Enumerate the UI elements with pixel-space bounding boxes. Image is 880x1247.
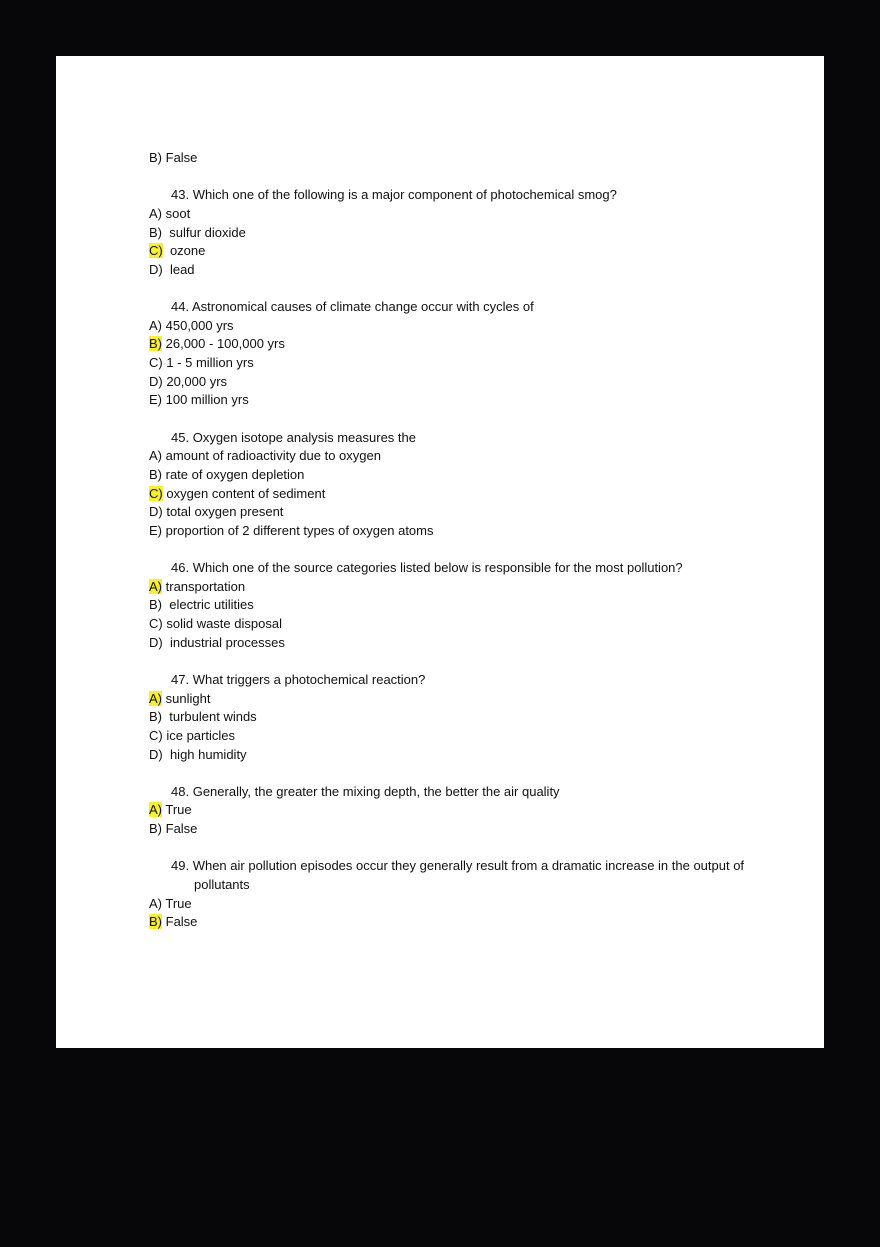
option-text: rate of oxygen depletion — [165, 466, 305, 482]
option-49-a — [149, 895, 789, 914]
option-47-c — [149, 727, 789, 746]
question-text: Astronomical causes of climate change occur with cycles of — [191, 299, 534, 315]
option-text: sulfur dioxide — [165, 224, 246, 240]
correct-answer-highlight: A) — [149, 578, 162, 594]
correct-answer-highlight: C) — [149, 243, 163, 259]
option-letter: C) — [149, 616, 163, 632]
question-48 — [149, 783, 789, 802]
question-49 — [149, 857, 789, 894]
option-45-c — [149, 485, 789, 504]
option-letter: A) — [149, 448, 162, 464]
option-text: ozone — [166, 243, 206, 259]
option-47-a — [149, 690, 789, 709]
option-letter: C) — [149, 355, 163, 371]
option-47-d — [149, 746, 789, 765]
option-letter: A) — [149, 317, 162, 333]
option-text: False — [165, 821, 198, 837]
option-text: False — [165, 150, 198, 165]
question-46 — [149, 559, 789, 578]
option-text: 20,000 yrs — [166, 373, 228, 389]
question-number: 46. — [171, 560, 190, 576]
question-number: 43. — [171, 187, 190, 203]
spacer — [149, 839, 789, 858]
option-letter: B) — [149, 709, 162, 725]
option-47-b — [149, 708, 789, 727]
option-text: lead — [166, 261, 195, 277]
option-text: oxygen content of sediment — [166, 485, 326, 501]
spacer — [149, 540, 789, 559]
option-letter: D) — [149, 634, 163, 650]
option-46-a — [149, 578, 789, 597]
spacer — [149, 652, 789, 671]
option-46-d — [149, 634, 789, 653]
question-45 — [149, 429, 789, 448]
option-text: True — [165, 802, 192, 818]
option-44-b — [149, 335, 789, 354]
option-44-e — [149, 391, 789, 410]
spacer — [149, 168, 789, 187]
option-49-b — [149, 913, 789, 932]
option-text: 1 - 5 million yrs — [166, 355, 254, 371]
option-43-d — [149, 261, 789, 280]
question-text: What triggers a photochemical reaction? — [192, 671, 426, 687]
option-text: True — [165, 895, 192, 911]
question-text: When air pollution episodes occur they generally result from a dramatic increase in the output of pollutants — [192, 858, 745, 892]
option-letter: B) — [149, 466, 162, 482]
option-44-c — [149, 354, 789, 373]
option-text: ice particles — [166, 727, 235, 743]
option-letter: B) — [149, 150, 162, 165]
question-47 — [149, 671, 789, 690]
quiz-content — [149, 149, 789, 932]
option-letter: A) — [149, 205, 162, 221]
option-letter: B) — [149, 597, 162, 613]
option-text: amount of radioactivity due to oxygen — [165, 448, 381, 464]
option-text: 450,000 yrs — [165, 317, 234, 333]
option-45-e — [149, 522, 789, 541]
option-letter: D) — [149, 746, 163, 762]
question-text: Oxygen isotope analysis measures the — [192, 429, 416, 445]
option-text: total oxygen present — [166, 504, 284, 520]
option-text: transportation — [165, 578, 246, 594]
option-44-a — [149, 317, 789, 336]
correct-answer-highlight: B) — [149, 914, 162, 930]
option-45-d — [149, 503, 789, 522]
option-letter: A) — [149, 895, 162, 911]
option-43-b — [149, 224, 789, 243]
option-text: False — [165, 914, 198, 930]
leading-option — [149, 149, 789, 168]
spacer — [149, 279, 789, 298]
option-text: sunlight — [165, 690, 211, 706]
option-text: 100 million yrs — [165, 392, 249, 408]
option-text: turbulent winds — [165, 709, 257, 725]
option-letter: D) — [149, 373, 163, 389]
option-text: industrial processes — [166, 634, 285, 650]
question-number: 45. — [171, 429, 190, 445]
option-letter: C) — [149, 727, 163, 743]
option-text: soot — [165, 205, 191, 221]
question-text: Which one of the source categories listed below is responsible for the most pollution? — [192, 560, 683, 576]
document-page — [56, 56, 824, 1048]
question-number: 47. — [171, 671, 190, 687]
spacer — [149, 410, 789, 429]
correct-answer-highlight: B) — [149, 336, 162, 352]
option-48-a — [149, 801, 789, 820]
option-letter: D) — [149, 504, 163, 520]
spacer — [149, 764, 789, 783]
option-text: solid waste disposal — [166, 616, 282, 632]
correct-answer-highlight: C) — [149, 485, 163, 501]
question-43 — [149, 186, 789, 205]
option-45-a — [149, 447, 789, 466]
option-45-b — [149, 466, 789, 485]
option-44-d — [149, 373, 789, 392]
correct-answer-highlight: A) — [149, 690, 162, 706]
option-letter: B) — [149, 224, 162, 240]
option-letter: E) — [149, 392, 162, 408]
option-43-c — [149, 242, 789, 261]
option-43-a — [149, 205, 789, 224]
option-letter: B) — [149, 821, 162, 837]
option-text: electric utilities — [165, 597, 254, 613]
question-text: Generally, the greater the mixing depth, the better the air quality — [192, 783, 560, 799]
option-46-b — [149, 596, 789, 615]
correct-answer-highlight: A) — [149, 802, 162, 818]
option-text: 26,000 - 100,000 yrs — [165, 336, 285, 352]
question-number: 44. — [171, 299, 190, 315]
option-text: proportion of 2 different types of oxygen atoms — [165, 522, 434, 538]
option-48-b — [149, 820, 789, 839]
option-46-c — [149, 615, 789, 634]
option-text: high humidity — [166, 746, 247, 762]
question-44 — [149, 298, 789, 317]
option-letter: E) — [149, 522, 162, 538]
question-text: Which one of the following is a major component of photochemical smog? — [192, 187, 617, 203]
option-letter: D) — [149, 261, 163, 277]
question-number: 48. — [171, 783, 190, 799]
question-number: 49. — [171, 858, 190, 874]
